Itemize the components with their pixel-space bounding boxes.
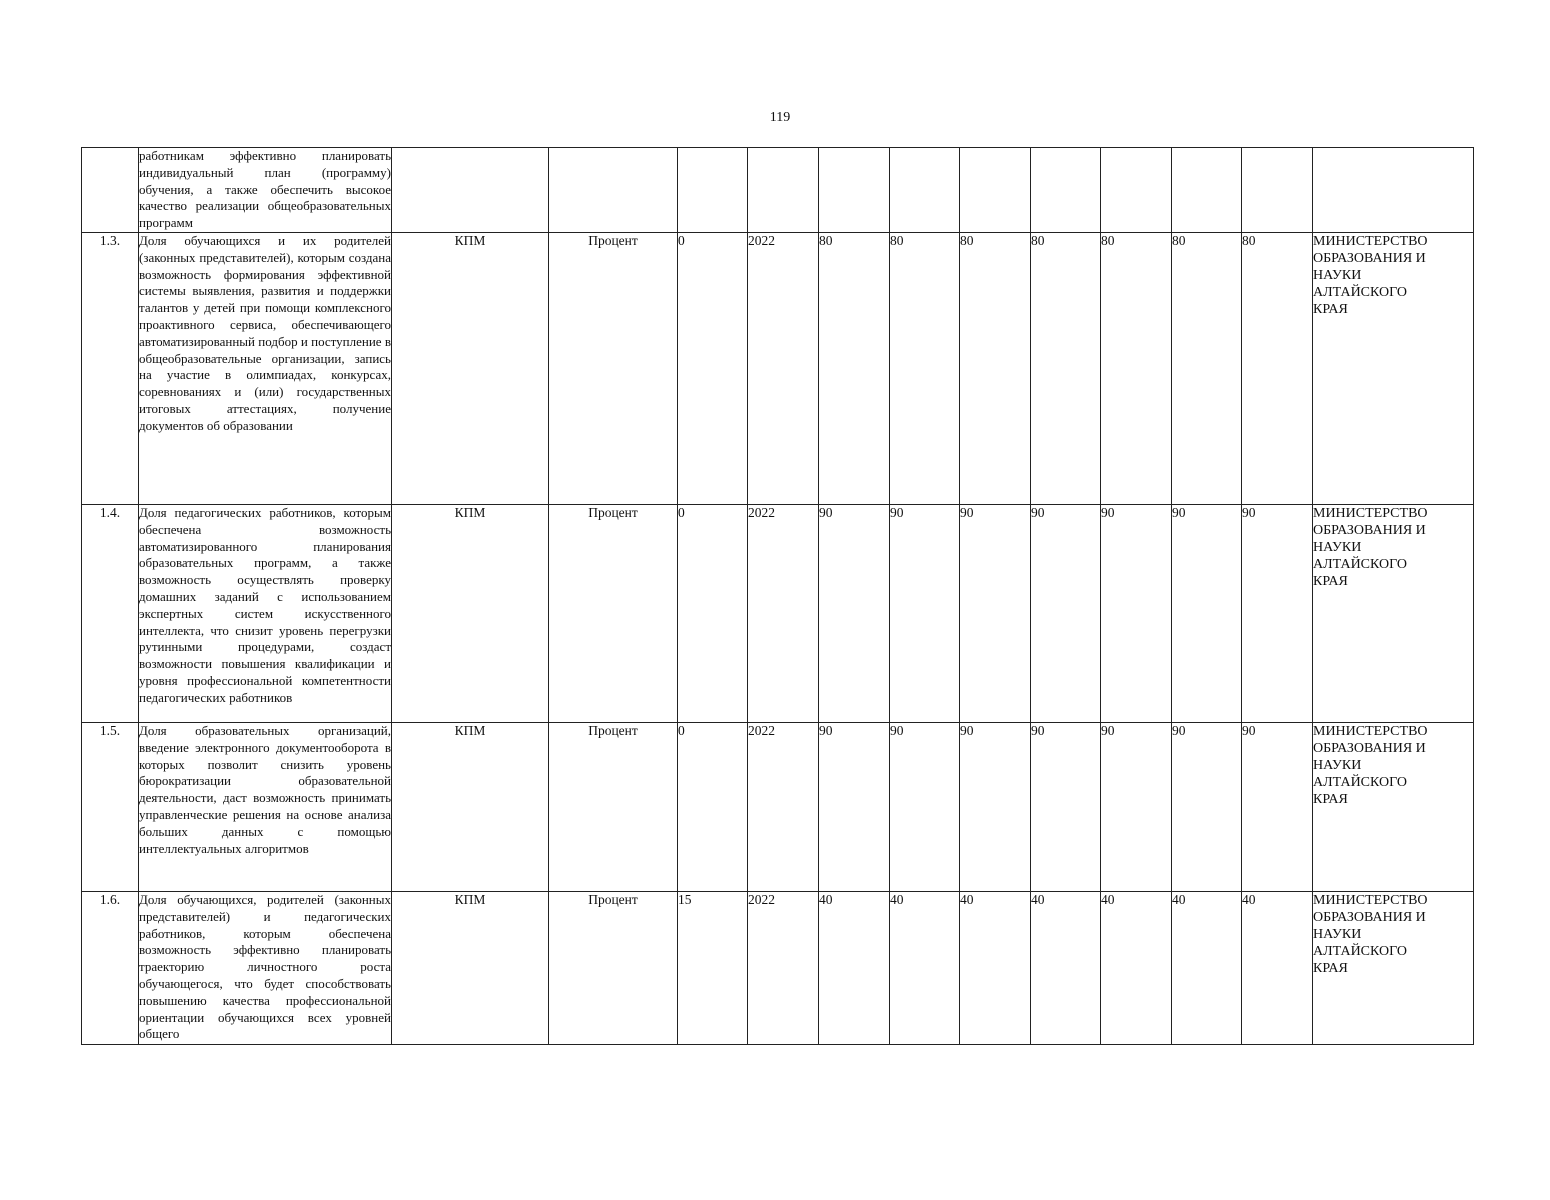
cell-target-value: 90 xyxy=(890,504,960,722)
responsible-line: КРАЯ xyxy=(1313,791,1348,807)
cell-empty xyxy=(819,148,890,233)
cell-target-value: 80 xyxy=(1242,232,1313,504)
cell-description xyxy=(139,148,392,233)
cell-target-value: 40 xyxy=(960,891,1031,1044)
cell-base-year: 2022 xyxy=(748,504,819,722)
cell-target-value: 90 xyxy=(1242,722,1313,891)
cell-responsible xyxy=(1313,891,1474,1044)
cell-empty xyxy=(890,148,960,233)
description-text: Доля образовательных организаций, введение электронного документооборота в которых позволит снизить уровень бюрократизации образовательной деятельности, даст возможность принимать управленческие решения на основе анализа больших данных с помощью интеллектуальных алгоритмов xyxy=(139,722,391,856)
cell-target-value: 90 xyxy=(1031,722,1101,891)
cell-target-value: 40 xyxy=(1172,891,1242,1044)
table-row xyxy=(82,722,1474,891)
responsible-line: АЛТАЙСКОГО xyxy=(1313,774,1407,790)
cell-target-value: 40 xyxy=(819,891,890,1044)
cell-target-value: 90 xyxy=(890,722,960,891)
responsible-line: НАУКИ xyxy=(1313,926,1362,942)
cell-unit: Процент xyxy=(549,504,678,722)
cell-responsible xyxy=(1313,232,1474,504)
cell-empty xyxy=(1172,148,1242,233)
cell-base-value: 0 xyxy=(678,504,748,722)
cell-target-value: 90 xyxy=(819,722,890,891)
cell-empty xyxy=(1242,148,1313,233)
cell-empty xyxy=(960,148,1031,233)
cell-target-value: 90 xyxy=(1101,722,1172,891)
cell-target-value: 90 xyxy=(1172,504,1242,722)
cell-empty xyxy=(1031,148,1101,233)
cell-description xyxy=(139,891,392,1044)
cell-target-value: 80 xyxy=(1031,232,1101,504)
responsible-line: НАУКИ xyxy=(1313,757,1362,773)
description-text: Доля обучающихся и их родителей (законных представителей), которым создана возможность формирования эффективной системы выявления, развития и поддержки талантов у детей при помощи комплексного проактивного сервиса, обеспечивающего автоматизированный подбор и поступление в общеобразовательные организации, запись на участие в олимпиадах, конкурсах, соревнованиях и (или) государственных итоговых аттестациях, получение документов об образовании xyxy=(139,232,391,433)
cell-target-value: 90 xyxy=(1242,504,1313,722)
responsible-line: МИНИСТЕРСТВО xyxy=(1313,505,1428,521)
cell-indicator-type: КПМ xyxy=(392,232,549,504)
cell-empty xyxy=(392,148,549,233)
cell-target-value: 90 xyxy=(1101,504,1172,722)
cell-description xyxy=(139,722,392,891)
cell-indicator-type: КПМ xyxy=(392,504,549,722)
cell-responsible xyxy=(1313,722,1474,891)
responsible-line: ОБРАЗОВАНИЯ И xyxy=(1313,909,1426,925)
responsible-line: МИНИСТЕРСТВО xyxy=(1313,892,1428,908)
responsible-line: АЛТАЙСКОГО xyxy=(1313,556,1407,572)
responsible-line: НАУКИ xyxy=(1313,539,1362,555)
responsible-line: АЛТАЙСКОГО xyxy=(1313,284,1407,300)
cell-target-value: 40 xyxy=(1242,891,1313,1044)
table-row xyxy=(82,232,1474,504)
cell-base-year: 2022 xyxy=(748,891,819,1044)
cell-target-value: 80 xyxy=(1101,232,1172,504)
description-text: работникам эффективно планировать индивидуальный план (программу) обучения, а также обеспечить высокое качество реализации общеобразовательных программ xyxy=(139,148,391,231)
cell-target-value: 80 xyxy=(890,232,960,504)
cell-description xyxy=(139,232,392,504)
cell-base-value: 15 xyxy=(678,891,748,1044)
cell-indicator-type: КПМ xyxy=(392,891,549,1044)
responsible-line: ОБРАЗОВАНИЯ И xyxy=(1313,250,1426,266)
cell-empty xyxy=(1313,148,1474,233)
cell-indicator-type: КПМ xyxy=(392,722,549,891)
cell-target-value: 90 xyxy=(1031,504,1101,722)
indicators-table xyxy=(81,147,1474,1045)
table-row-continuation xyxy=(82,148,1474,233)
description-text: Доля обучающихся, родителей (законных представителей) и педагогических работников, которым обеспечена возможность эффективно планировать траекторию личностного роста обучающегося, что будет способствовать повышению качества профессиональной ориентации обучающихся всех уровней общего xyxy=(139,891,391,1042)
cell-target-value: 80 xyxy=(960,232,1031,504)
cell-base-value: 0 xyxy=(678,722,748,891)
cell-unit: Процент xyxy=(549,722,678,891)
cell-empty xyxy=(678,148,748,233)
cell-target-value: 90 xyxy=(960,504,1031,722)
cell-target-value: 90 xyxy=(819,504,890,722)
responsible-line: КРАЯ xyxy=(1313,301,1348,317)
responsible-line: АЛТАЙСКОГО xyxy=(1313,943,1407,959)
cell-num: 1.3. xyxy=(82,232,139,504)
cell-target-value: 90 xyxy=(1172,722,1242,891)
responsible-line: МИНИСТЕРСТВО xyxy=(1313,233,1428,249)
cell-description xyxy=(139,504,392,722)
description-text: Доля педагогических работников, которым обеспечена возможность автоматизированного планирования образовательных программ, а также возможность осуществлять проверку домашних заданий с использованием экспертных систем искусственного интеллекта, что снизит уровень перегрузки рутинными процедурами, создаст возможности повышения квалификации и уровня профессиональной компетентности педагогических работников xyxy=(139,504,391,705)
cell-base-year: 2022 xyxy=(748,722,819,891)
table-row xyxy=(82,891,1474,1044)
cell-empty xyxy=(549,148,678,233)
cell-num: 1.6. xyxy=(82,891,139,1044)
cell-target-value: 40 xyxy=(1101,891,1172,1044)
cell-target-value: 80 xyxy=(1172,232,1242,504)
responsible-line: ОБРАЗОВАНИЯ И xyxy=(1313,522,1426,538)
cell-target-value: 90 xyxy=(960,722,1031,891)
cell-base-year: 2022 xyxy=(748,232,819,504)
responsible-line: НАУКИ xyxy=(1313,267,1362,283)
responsible-line: КРАЯ xyxy=(1313,960,1348,976)
cell-target-value: 40 xyxy=(1031,891,1101,1044)
responsible-line: МИНИСТЕРСТВО xyxy=(1313,723,1428,739)
cell-responsible xyxy=(1313,504,1474,722)
table-row xyxy=(82,504,1474,722)
cell-target-value: 40 xyxy=(890,891,960,1044)
cell-base-value: 0 xyxy=(678,232,748,504)
cell-empty xyxy=(1101,148,1172,233)
page-number: 119 xyxy=(769,110,791,125)
cell-num xyxy=(82,148,139,233)
responsible-line: ОБРАЗОВАНИЯ И xyxy=(1313,740,1426,756)
cell-empty xyxy=(748,148,819,233)
cell-target-value: 80 xyxy=(819,232,890,504)
cell-unit: Процент xyxy=(549,891,678,1044)
responsible-line: КРАЯ xyxy=(1313,573,1348,589)
cell-num: 1.4. xyxy=(82,504,139,722)
cell-num: 1.5. xyxy=(82,722,139,891)
cell-unit: Процент xyxy=(549,232,678,504)
